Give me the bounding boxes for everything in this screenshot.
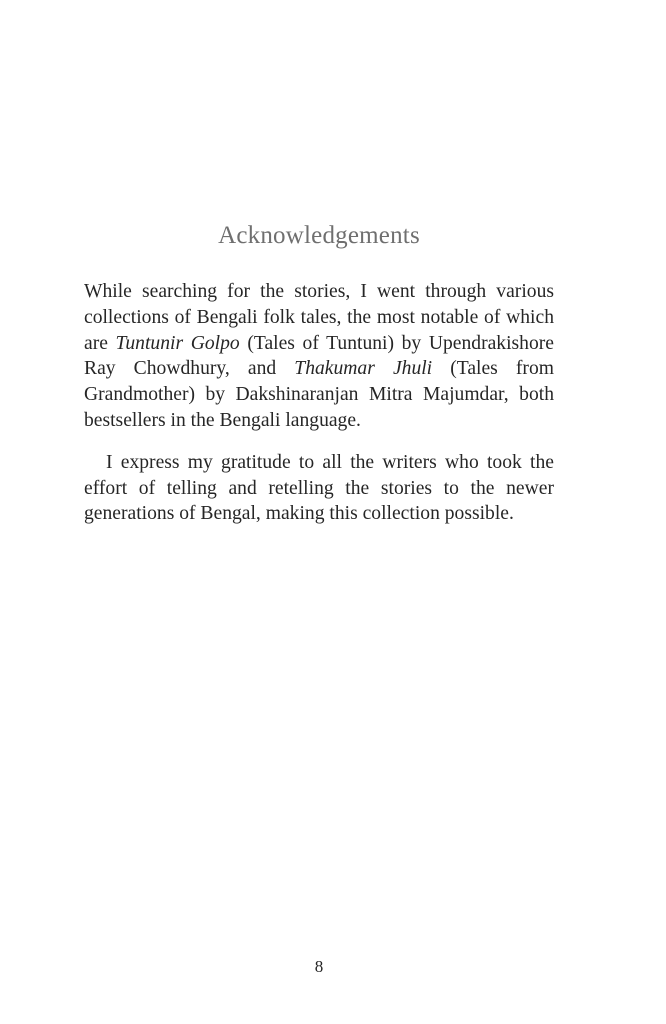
paragraph-2: I express my gratitude to all the writers who took the effort of telling and retelling the stories to the newer generations of Bengal, making this collection possible.	[84, 451, 554, 525]
page-heading: Acknowledgements	[218, 222, 420, 249]
paragraph-1-text-part-3: (Tales from Grandmother) by Dakshinaranjan Mitra Majumdar, both bestsellers in the Bengali language.	[84, 358, 554, 431]
paragraph-1	[84, 279, 554, 434]
paragraph-1-text-part-1: While searching for the stories, I went through various collections of Bengali folk tales, the most notable of which are	[84, 281, 554, 354]
book-title-thakumar-jhuli: Thakumar Jhuli	[294, 358, 433, 380]
paragraph-1-text-part-2: (Tales of Tuntuni) by Upendrakishore Ray Chowdhury, and	[84, 332, 554, 380]
acknowledgements-body	[84, 279, 554, 527]
book-title-tuntunir-golpo: Tuntunir Golpo	[115, 332, 240, 354]
page-number: 8	[314, 957, 324, 976]
